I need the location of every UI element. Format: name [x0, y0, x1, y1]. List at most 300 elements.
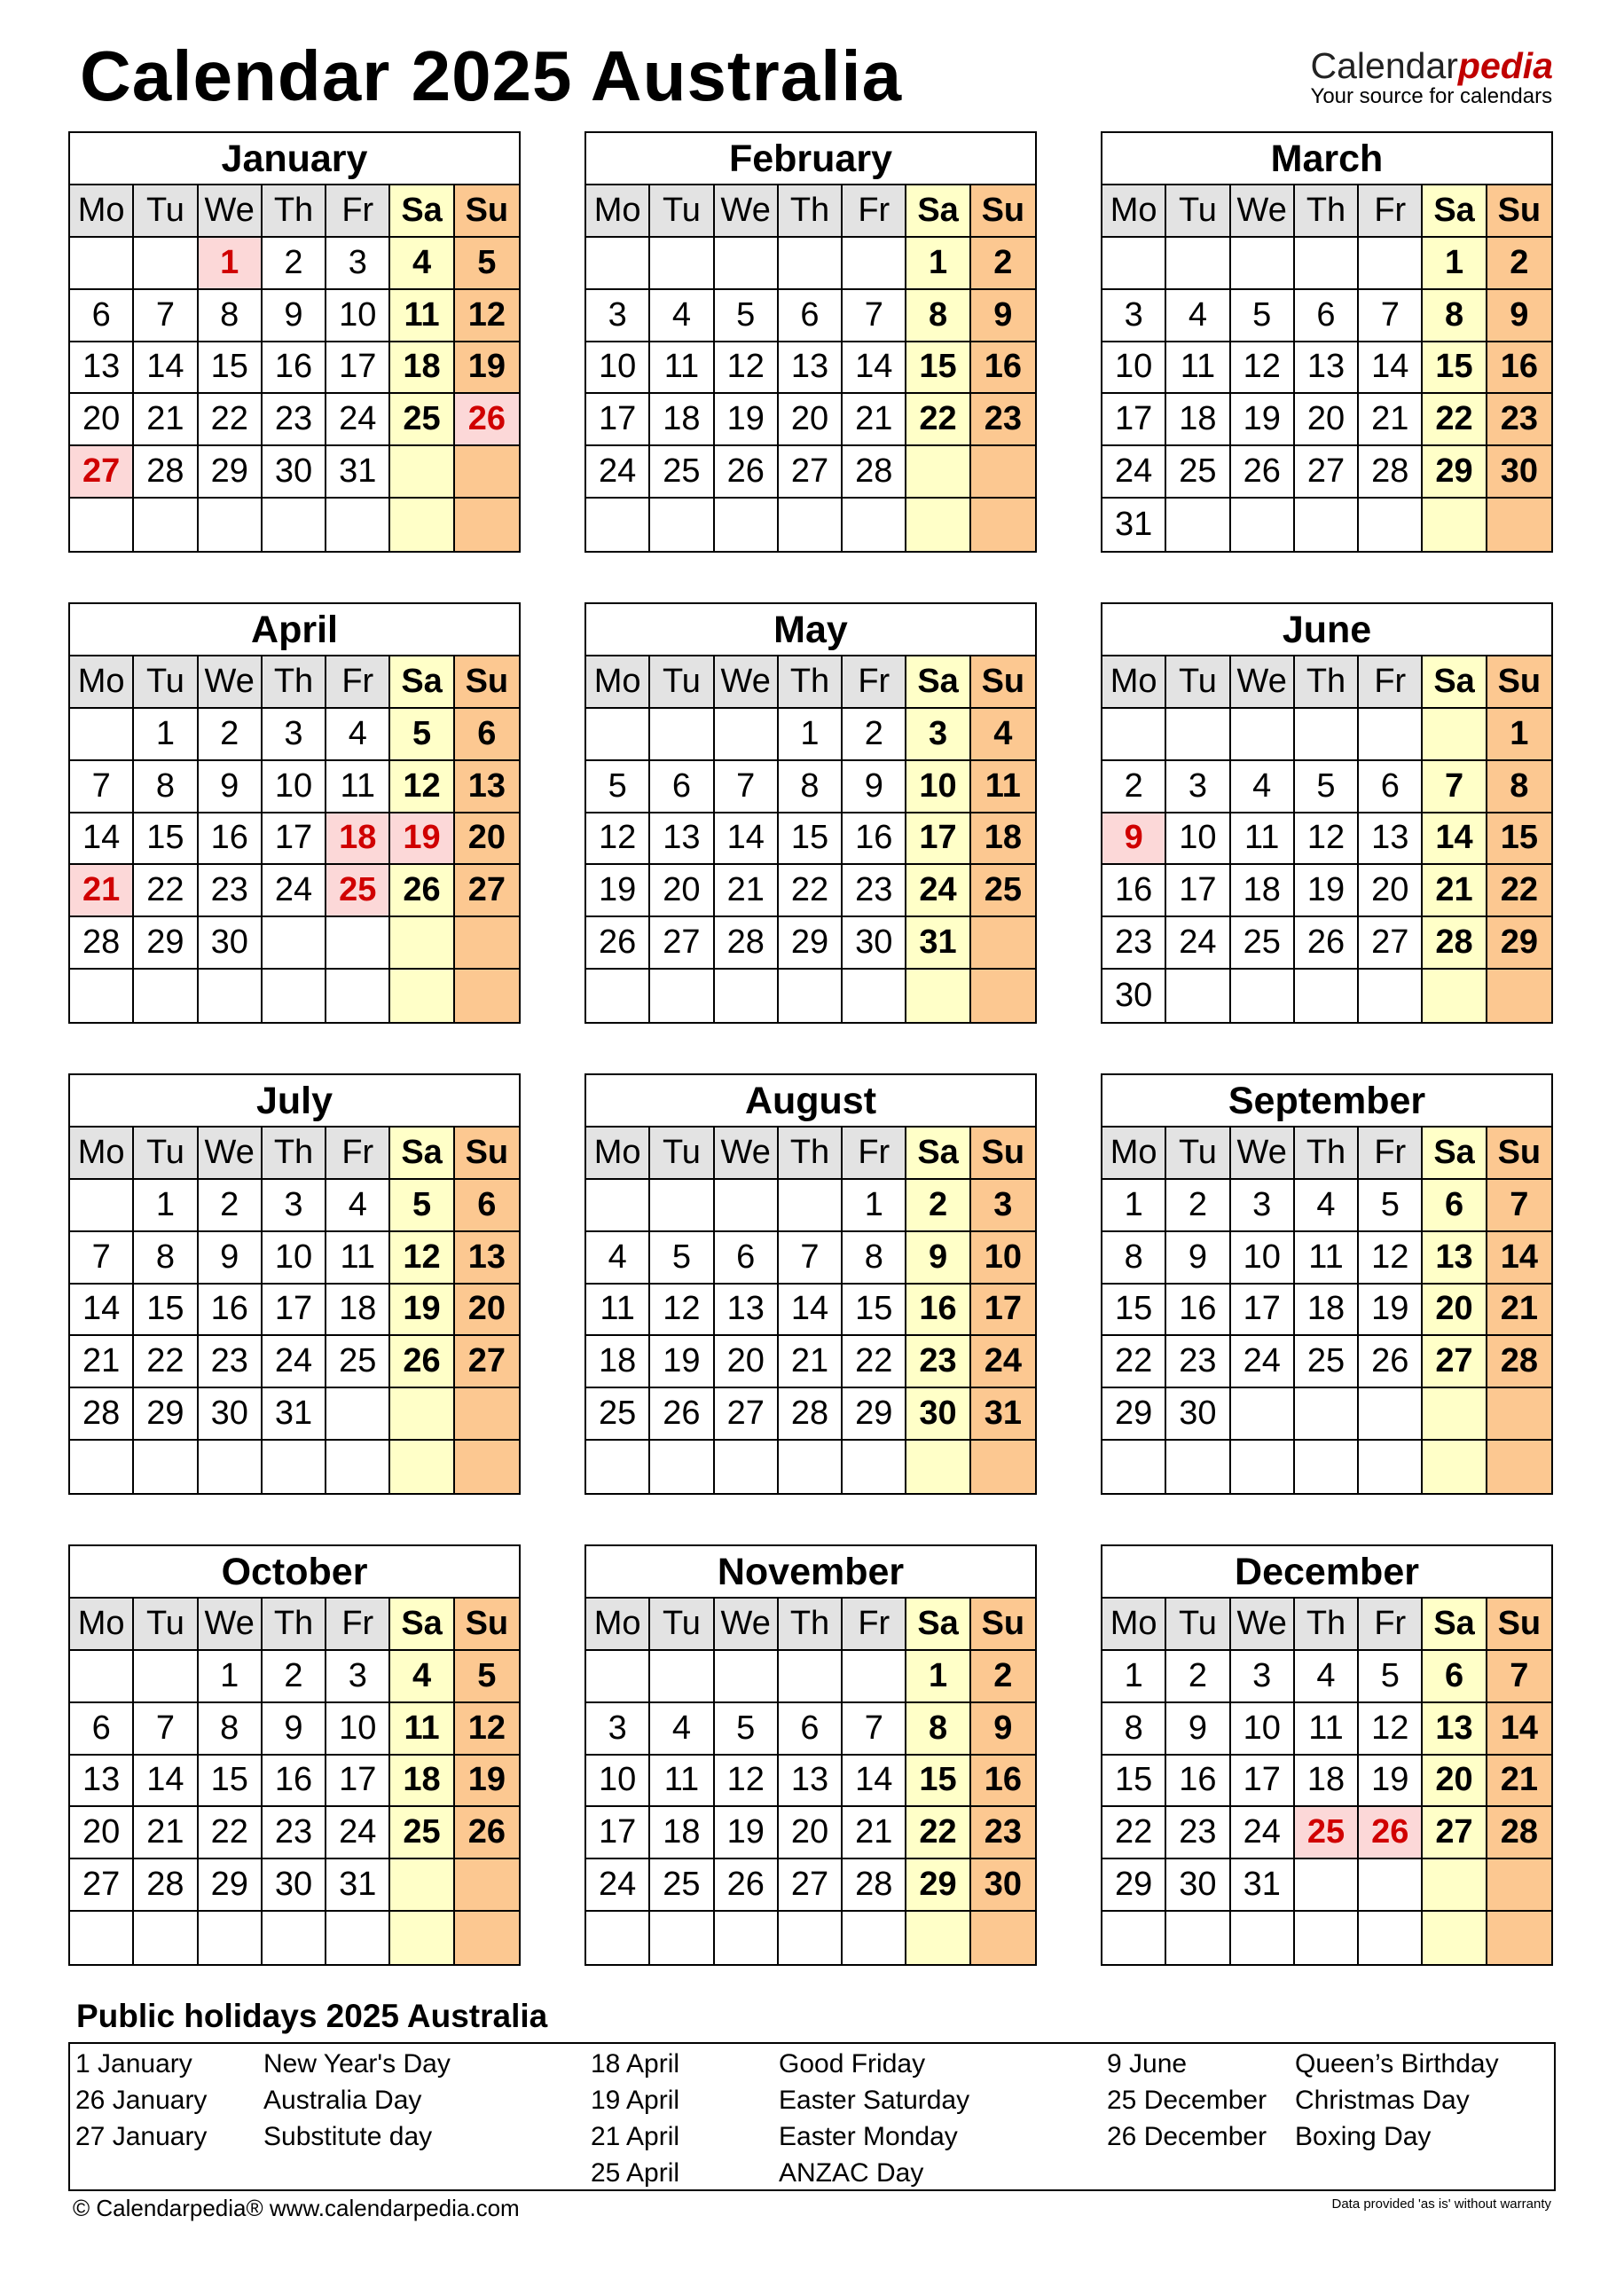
day-cell: 14	[1487, 1703, 1551, 1756]
day-cell: 2	[1166, 1651, 1230, 1703]
day-cell: 7	[779, 1232, 843, 1285]
day-cell: 10	[906, 761, 970, 813]
empty-cell	[650, 1180, 714, 1232]
day-cell: 26	[650, 1388, 714, 1441]
empty-cell	[1295, 1441, 1359, 1493]
empty-cell	[70, 499, 134, 551]
empty-cell	[779, 1912, 843, 1964]
empty-cell	[199, 1441, 263, 1493]
empty-cell	[263, 1912, 326, 1964]
day-cell: 8	[906, 1703, 970, 1756]
empty-cell	[715, 1441, 779, 1493]
empty-cell	[906, 499, 970, 551]
day-cell: 22	[1487, 865, 1551, 917]
empty-cell	[199, 970, 263, 1022]
weekday-header: Mo	[70, 1128, 134, 1180]
day-cell: 8	[134, 761, 198, 813]
empty-cell	[390, 1859, 454, 1912]
day-cell: 8	[779, 761, 843, 813]
empty-cell	[843, 1441, 906, 1493]
month-name: May	[586, 604, 1035, 656]
holiday-day-cell: 25	[326, 865, 390, 917]
empty-cell	[971, 917, 1035, 970]
empty-cell	[971, 1912, 1035, 1964]
empty-cell	[971, 499, 1035, 551]
holidays-table	[68, 2042, 1556, 2191]
day-cell: 25	[1166, 446, 1230, 499]
day-cell: 20	[455, 813, 519, 866]
day-cell: 29	[1487, 917, 1551, 970]
day-cell: 18	[650, 394, 714, 446]
weekday-header: Fr	[326, 1128, 390, 1180]
day-cell: 27	[455, 865, 519, 917]
empty-cell	[1231, 1441, 1295, 1493]
day-cell: 23	[199, 1336, 263, 1388]
weekday-header: We	[199, 1599, 263, 1651]
empty-cell	[586, 709, 650, 761]
day-cell: 26	[455, 1807, 519, 1859]
day-cell: 28	[715, 917, 779, 970]
day-cell: 22	[134, 865, 198, 917]
empty-cell	[1359, 238, 1423, 290]
weekday-header: Mo	[586, 656, 650, 709]
day-cell: 17	[1102, 394, 1166, 446]
day-cell: 8	[1487, 761, 1551, 813]
brand-logo[interactable]	[1311, 46, 1553, 108]
empty-cell	[715, 1912, 779, 1964]
month-name: September	[1102, 1075, 1551, 1128]
month-october	[68, 1544, 521, 1966]
holiday-row	[585, 2155, 969, 2191]
weekday-header: Fr	[1359, 656, 1423, 709]
day-cell: 12	[390, 761, 454, 813]
empty-cell	[843, 970, 906, 1022]
day-cell: 25	[650, 1859, 714, 1912]
day-cell: 14	[1359, 342, 1423, 395]
day-cell: 23	[971, 1807, 1035, 1859]
day-cell: 28	[1487, 1807, 1551, 1859]
weekday-header: Su	[971, 1599, 1035, 1651]
empty-cell	[1231, 1388, 1295, 1441]
day-cell: 4	[586, 1232, 650, 1285]
day-cell: 16	[843, 813, 906, 866]
day-cell: 13	[1423, 1703, 1487, 1756]
day-cell: 2	[906, 1180, 970, 1232]
day-cell: 21	[1423, 865, 1487, 917]
empty-cell	[715, 238, 779, 290]
day-cell: 16	[971, 342, 1035, 395]
empty-cell	[1166, 709, 1230, 761]
day-cell: 28	[134, 446, 198, 499]
day-cell: 12	[1359, 1232, 1423, 1285]
day-cell: 22	[199, 1807, 263, 1859]
weekday-header: Th	[779, 1599, 843, 1651]
empty-cell	[906, 1912, 970, 1964]
day-cell: 8	[906, 290, 970, 342]
day-cell: 23	[199, 865, 263, 917]
empty-cell	[906, 970, 970, 1022]
empty-cell	[326, 1388, 390, 1441]
day-cell: 1	[134, 709, 198, 761]
empty-cell	[906, 446, 970, 499]
weekday-header: We	[199, 1128, 263, 1180]
day-cell: 12	[390, 1232, 454, 1285]
holiday-name: Australia Day	[263, 2086, 422, 2115]
empty-cell	[1295, 1912, 1359, 1964]
month-july	[68, 1073, 521, 1495]
day-cell: 25	[650, 446, 714, 499]
empty-cell	[650, 1441, 714, 1493]
empty-cell	[1295, 1388, 1359, 1441]
empty-cell	[455, 499, 519, 551]
day-cell: 7	[715, 761, 779, 813]
day-cell: 6	[70, 290, 134, 342]
holiday-day-cell: 25	[1295, 1807, 1359, 1859]
day-cell: 16	[1102, 865, 1166, 917]
empty-cell	[843, 1912, 906, 1964]
day-cell: 11	[971, 761, 1035, 813]
day-cell: 23	[1166, 1807, 1230, 1859]
empty-cell	[650, 709, 714, 761]
month-february	[584, 131, 1037, 553]
day-cell: 11	[326, 761, 390, 813]
day-cell: 17	[971, 1285, 1035, 1337]
weekday-header: Su	[1487, 185, 1551, 238]
day-cell: 16	[1166, 1756, 1230, 1808]
day-cell: 14	[843, 342, 906, 395]
day-cell: 23	[1102, 917, 1166, 970]
day-cell: 6	[1423, 1651, 1487, 1703]
weekday-header: Th	[1295, 1599, 1359, 1651]
day-cell: 22	[1423, 394, 1487, 446]
empty-cell	[1359, 1912, 1423, 1964]
day-cell: 5	[390, 1180, 454, 1232]
month-may	[584, 602, 1037, 1024]
weekday-header: Fr	[326, 656, 390, 709]
day-cell: 15	[906, 342, 970, 395]
day-cell: 15	[1102, 1756, 1166, 1808]
day-cell: 24	[586, 1859, 650, 1912]
day-cell: 17	[263, 813, 326, 866]
month-june	[1101, 602, 1553, 1024]
day-cell: 14	[70, 813, 134, 866]
day-cell: 29	[134, 1388, 198, 1441]
empty-cell	[1423, 709, 1487, 761]
weekday-header: Tu	[650, 185, 714, 238]
day-cell: 30	[1102, 970, 1166, 1022]
day-cell: 26	[1295, 917, 1359, 970]
day-cell: 3	[1231, 1651, 1295, 1703]
empty-cell	[650, 499, 714, 551]
day-cell: 2	[263, 238, 326, 290]
month-december	[1101, 1544, 1553, 1966]
day-cell: 29	[1102, 1859, 1166, 1912]
day-cell: 22	[199, 394, 263, 446]
holiday-day-cell: 1	[199, 238, 263, 290]
day-cell: 19	[1231, 394, 1295, 446]
holiday-day-cell: 27	[70, 446, 134, 499]
day-cell: 4	[650, 290, 714, 342]
day-cell: 30	[843, 917, 906, 970]
day-cell: 4	[1166, 290, 1230, 342]
brand-tagline: Your source for calendars	[1310, 84, 1553, 108]
day-cell: 31	[326, 446, 390, 499]
day-cell: 25	[326, 1336, 390, 1388]
weekday-header: Th	[1295, 185, 1359, 238]
empty-cell	[455, 446, 519, 499]
empty-cell	[134, 970, 198, 1022]
day-cell: 5	[455, 238, 519, 290]
empty-cell	[1295, 1859, 1359, 1912]
day-cell: 22	[1102, 1336, 1166, 1388]
empty-cell	[1487, 1388, 1551, 1441]
weekday-header: Tu	[1166, 1599, 1230, 1651]
weekday-header: Fr	[843, 185, 906, 238]
holiday-name: ANZAC Day	[779, 2158, 924, 2188]
empty-cell	[1487, 1441, 1551, 1493]
day-cell: 11	[650, 342, 714, 395]
day-cell: 7	[70, 761, 134, 813]
day-cell: 4	[326, 1180, 390, 1232]
day-cell: 24	[1231, 1807, 1295, 1859]
day-cell: 15	[134, 1285, 198, 1337]
weekday-header: Su	[455, 185, 519, 238]
day-cell: 13	[455, 1232, 519, 1285]
day-cell: 29	[906, 1859, 970, 1912]
day-cell: 3	[906, 709, 970, 761]
empty-cell	[1231, 238, 1295, 290]
weekday-header: We	[715, 185, 779, 238]
day-cell: 13	[70, 342, 134, 395]
day-cell: 11	[650, 1756, 714, 1808]
day-cell: 28	[70, 917, 134, 970]
month-grid	[1102, 185, 1551, 551]
month-grid	[586, 656, 1035, 1022]
day-cell: 15	[1102, 1285, 1166, 1337]
day-cell: 29	[779, 917, 843, 970]
day-cell: 3	[1102, 290, 1166, 342]
day-cell: 8	[199, 1703, 263, 1756]
weekday-header: Th	[779, 1128, 843, 1180]
day-cell: 15	[1487, 813, 1551, 866]
empty-cell	[326, 970, 390, 1022]
day-cell: 10	[263, 761, 326, 813]
day-cell: 31	[263, 1388, 326, 1441]
holiday-name: Easter Monday	[779, 2122, 958, 2151]
day-cell: 19	[1359, 1756, 1423, 1808]
month-january	[68, 131, 521, 553]
day-cell: 4	[390, 1651, 454, 1703]
day-cell: 2	[199, 709, 263, 761]
day-cell: 17	[1231, 1285, 1295, 1337]
day-cell: 30	[1487, 446, 1551, 499]
month-name: November	[586, 1546, 1035, 1599]
day-cell: 21	[1487, 1285, 1551, 1337]
day-cell: 1	[1423, 238, 1487, 290]
day-cell: 30	[1166, 1859, 1230, 1912]
weekday-header: We	[1231, 1128, 1295, 1180]
weekday-header: Sa	[906, 656, 970, 709]
day-cell: 10	[586, 1756, 650, 1808]
empty-cell	[1295, 709, 1359, 761]
day-cell: 8	[843, 1232, 906, 1285]
day-cell: 11	[1166, 342, 1230, 395]
day-cell: 15	[134, 813, 198, 866]
day-cell: 28	[1359, 446, 1423, 499]
day-cell: 25	[586, 1388, 650, 1441]
day-cell: 9	[263, 290, 326, 342]
empty-cell	[971, 970, 1035, 1022]
holiday-row	[585, 2046, 969, 2082]
day-cell: 18	[1295, 1756, 1359, 1808]
day-cell: 18	[650, 1807, 714, 1859]
day-cell: 2	[199, 1180, 263, 1232]
day-cell: 24	[1166, 917, 1230, 970]
day-cell: 25	[390, 1807, 454, 1859]
day-cell: 11	[1231, 813, 1295, 866]
holiday-row	[1102, 2082, 1499, 2118]
day-cell: 26	[390, 1336, 454, 1388]
day-cell: 5	[650, 1232, 714, 1285]
day-cell: 9	[843, 761, 906, 813]
day-cell: 21	[1487, 1756, 1551, 1808]
day-cell: 27	[70, 1859, 134, 1912]
day-cell: 29	[134, 917, 198, 970]
empty-cell	[70, 1180, 134, 1232]
day-cell: 7	[1487, 1180, 1551, 1232]
empty-cell	[1231, 970, 1295, 1022]
weekday-header: Th	[1295, 1128, 1359, 1180]
weekday-header: Fr	[843, 656, 906, 709]
weekday-header: Fr	[843, 1128, 906, 1180]
empty-cell	[1166, 1441, 1230, 1493]
day-cell: 24	[263, 1336, 326, 1388]
day-cell: 19	[715, 394, 779, 446]
holiday-date: 26 December	[1107, 2122, 1267, 2151]
day-cell: 21	[779, 1336, 843, 1388]
day-cell: 7	[70, 1232, 134, 1285]
empty-cell	[1423, 499, 1487, 551]
month-name: December	[1102, 1546, 1551, 1599]
day-cell: 21	[134, 1807, 198, 1859]
day-cell: 25	[971, 865, 1035, 917]
holiday-row	[585, 2082, 969, 2118]
empty-cell	[1166, 970, 1230, 1022]
month-name: July	[70, 1075, 519, 1128]
month-grid	[586, 185, 1035, 551]
day-cell: 19	[586, 865, 650, 917]
weekday-header: Sa	[1423, 185, 1487, 238]
day-cell: 26	[715, 1859, 779, 1912]
holiday-date: 27 January	[75, 2122, 208, 2151]
day-cell: 16	[199, 813, 263, 866]
empty-cell	[390, 970, 454, 1022]
day-cell: 25	[390, 394, 454, 446]
day-cell: 10	[326, 290, 390, 342]
day-cell: 20	[70, 1807, 134, 1859]
holiday-row	[70, 2046, 451, 2082]
day-cell: 17	[906, 813, 970, 866]
day-cell: 3	[326, 1651, 390, 1703]
day-cell: 13	[779, 342, 843, 395]
day-cell: 20	[779, 1807, 843, 1859]
empty-cell	[906, 1441, 970, 1493]
day-cell: 3	[1231, 1180, 1295, 1232]
day-cell: 3	[586, 1703, 650, 1756]
empty-cell	[390, 499, 454, 551]
empty-cell	[455, 917, 519, 970]
footer-copyright[interactable]: © Calendarpedia® www.calendarpedia.com	[73, 2195, 520, 2221]
holiday-date: 19 April	[591, 2086, 680, 2115]
day-cell: 3	[263, 709, 326, 761]
day-cell: 2	[1102, 761, 1166, 813]
day-cell: 9	[263, 1703, 326, 1756]
day-cell: 11	[1295, 1703, 1359, 1756]
day-cell: 27	[779, 1859, 843, 1912]
weekday-header: We	[1231, 185, 1295, 238]
day-cell: 20	[1423, 1285, 1487, 1337]
weekday-header: Su	[971, 1128, 1035, 1180]
day-cell: 12	[715, 1756, 779, 1808]
day-cell: 7	[1423, 761, 1487, 813]
empty-cell	[1359, 499, 1423, 551]
day-cell: 26	[715, 446, 779, 499]
day-cell: 2	[1166, 1180, 1230, 1232]
weekday-header: Mo	[70, 1599, 134, 1651]
empty-cell	[1295, 499, 1359, 551]
day-cell: 24	[263, 865, 326, 917]
weekday-header: Mo	[70, 656, 134, 709]
day-cell: 26	[1359, 1336, 1423, 1388]
day-cell: 8	[1423, 290, 1487, 342]
empty-cell	[1231, 1912, 1295, 1964]
day-cell: 17	[586, 394, 650, 446]
day-cell: 20	[70, 394, 134, 446]
empty-cell	[1359, 1441, 1423, 1493]
day-cell: 14	[70, 1285, 134, 1337]
weekday-header: Tu	[1166, 185, 1230, 238]
day-cell: 8	[134, 1232, 198, 1285]
empty-cell	[1487, 499, 1551, 551]
empty-cell	[586, 1912, 650, 1964]
day-cell: 2	[263, 1651, 326, 1703]
day-cell: 24	[326, 1807, 390, 1859]
month-name: June	[1102, 604, 1551, 656]
month-grid	[1102, 1599, 1551, 1964]
month-november	[584, 1544, 1037, 1966]
empty-cell	[779, 1651, 843, 1703]
day-cell: 15	[1423, 342, 1487, 395]
day-cell: 13	[1423, 1232, 1487, 1285]
day-cell: 16	[263, 342, 326, 395]
weekday-header: Sa	[1423, 1599, 1487, 1651]
month-september	[1101, 1073, 1553, 1495]
day-cell: 12	[1231, 342, 1295, 395]
holiday-date: 9 June	[1107, 2049, 1188, 2078]
holiday-row	[70, 2082, 451, 2118]
empty-cell	[586, 1180, 650, 1232]
holiday-name: Christmas Day	[1295, 2086, 1470, 2115]
day-cell: 11	[1295, 1232, 1359, 1285]
empty-cell	[586, 1441, 650, 1493]
month-grid	[70, 656, 519, 1022]
day-cell: 23	[263, 394, 326, 446]
day-cell: 5	[1359, 1180, 1423, 1232]
empty-cell	[971, 1441, 1035, 1493]
weekday-header: Tu	[650, 656, 714, 709]
day-cell: 14	[843, 1756, 906, 1808]
day-cell: 19	[390, 1285, 454, 1337]
